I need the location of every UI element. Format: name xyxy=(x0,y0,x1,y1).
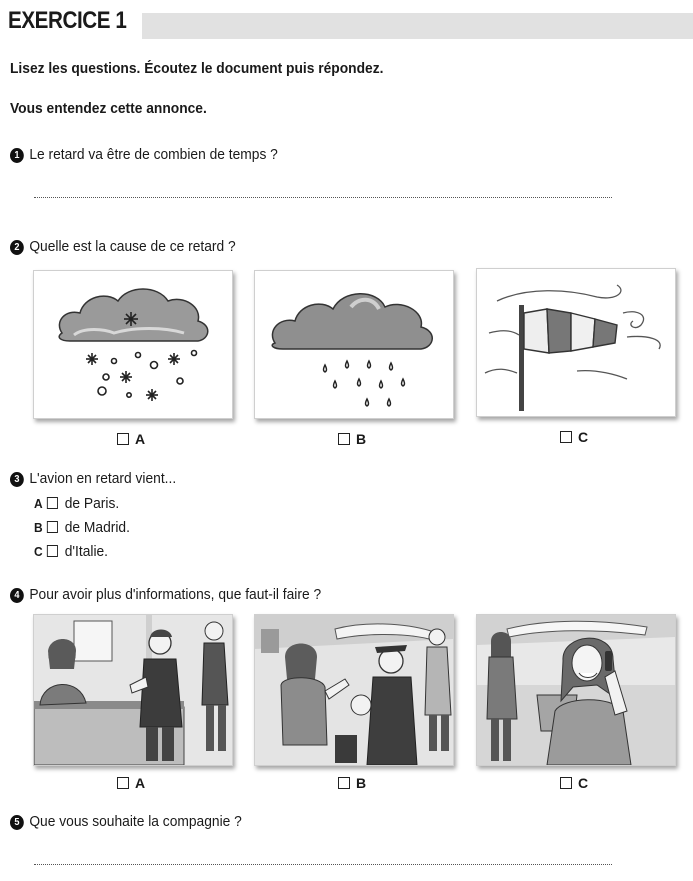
question-5-text: Que vous souhaite la compagnie ? xyxy=(29,813,242,830)
question-3 xyxy=(10,470,176,487)
checkbox-q2-b[interactable]: B xyxy=(338,431,366,447)
question-3-text: L'avion en retard vient... xyxy=(29,470,177,487)
snow-cloud-icon xyxy=(34,271,232,418)
ask-staff-scene-icon xyxy=(255,615,453,765)
question-4-text: Pour avoir plus d'informations, que faut-il faire ? xyxy=(29,586,322,603)
title-bar-decoration xyxy=(142,13,693,39)
question-5 xyxy=(10,813,242,830)
image-snow xyxy=(33,270,233,419)
question-number-3: 3 xyxy=(10,472,24,487)
windsock-icon xyxy=(477,269,675,416)
question-2-text: Quelle est la cause de ce retard ? xyxy=(29,238,236,255)
image-phone-call xyxy=(476,614,676,766)
question-4 xyxy=(10,586,321,603)
option-q3-a[interactable]: A de Paris. xyxy=(34,495,120,512)
question-2 xyxy=(10,238,236,255)
answer-line-5[interactable] xyxy=(34,864,612,865)
checkbox-q4-b[interactable]: B xyxy=(338,775,366,791)
option-q3-c[interactable]: C d'Italie. xyxy=(34,543,109,560)
answer-line-1[interactable] xyxy=(34,197,612,198)
checkbox-q4-c[interactable]: C xyxy=(560,775,588,791)
question-1-text: Le retard va être de combien de temps ? xyxy=(29,146,278,163)
instruction-text: Lisez les questions. Écoutez le document puis répondez. xyxy=(10,60,384,77)
exercise-title: EXERCICE 1 xyxy=(8,7,127,34)
question-number-4: 4 xyxy=(10,588,24,603)
image-wind xyxy=(476,268,676,417)
airport-desk-scene-icon xyxy=(34,615,232,765)
question-number-1: 1 xyxy=(10,148,24,163)
image-rain xyxy=(254,270,454,419)
question-1 xyxy=(10,146,278,163)
question-number-2: 2 xyxy=(10,240,24,255)
question-number-5: 5 xyxy=(10,815,24,830)
option-q3-b[interactable]: B de Madrid. xyxy=(34,519,130,536)
rain-cloud-icon xyxy=(255,271,453,418)
checkbox-q2-a[interactable]: A xyxy=(117,431,145,447)
image-desk xyxy=(33,614,233,766)
phone-call-scene-icon xyxy=(477,615,675,765)
checkbox-q4-a[interactable]: A xyxy=(117,775,145,791)
context-text: Vous entendez cette annonce. xyxy=(10,100,207,117)
checkbox-q2-c[interactable]: C xyxy=(560,429,588,445)
image-ask-staff xyxy=(254,614,454,766)
